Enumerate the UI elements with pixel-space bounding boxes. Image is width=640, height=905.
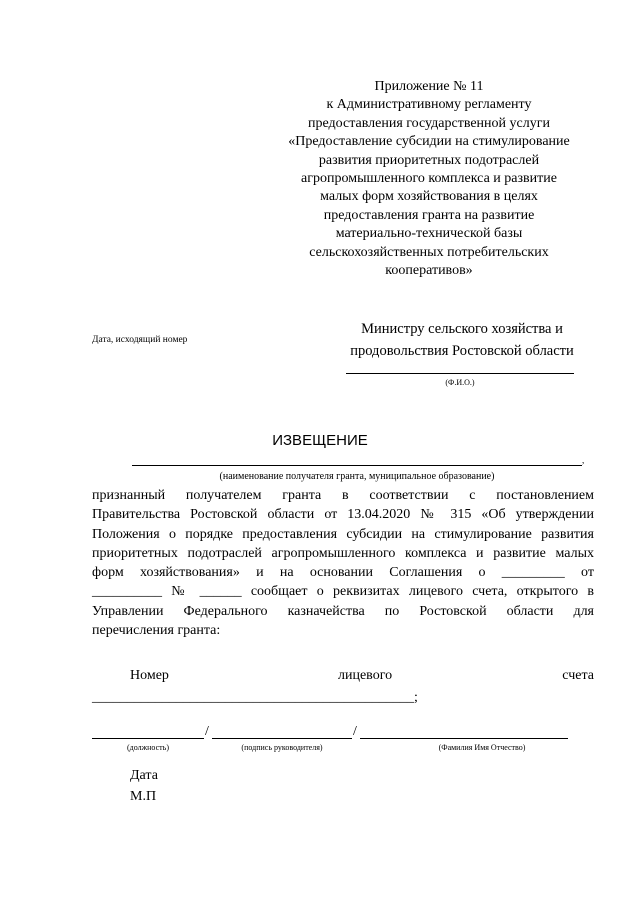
footer-date-label: Дата bbox=[130, 768, 158, 783]
account-word: лицевого bbox=[338, 668, 393, 683]
appendix-line: материально-технической базы bbox=[335, 226, 523, 242]
body-line: приоритетных подотраслей агропромышленного комплекса и развитие малых bbox=[92, 545, 594, 561]
recipient-fill-line bbox=[132, 465, 582, 466]
appendix-line: предоставления гранта на развитие bbox=[323, 207, 535, 223]
body-line: __________ № ______ сообщает о реквизитах лицевого счета, открытого в bbox=[92, 584, 594, 600]
account-number-label bbox=[130, 666, 594, 685]
appendix-line: «Предоставление субсидии на стимулирование bbox=[288, 134, 570, 150]
body-line: форм хозяйствования» и на основании Соглашения о _________ от bbox=[92, 565, 594, 581]
position-fill-line bbox=[92, 738, 204, 739]
addressee-block bbox=[340, 318, 584, 362]
fio-caption: (Ф.И.О.) bbox=[445, 378, 475, 387]
appendix-line: малых форм хозяйствования в целях bbox=[320, 189, 538, 205]
signature-block bbox=[92, 724, 572, 764]
full-name-fill-line bbox=[360, 738, 568, 739]
notice-body bbox=[92, 486, 594, 640]
signature-separator: / bbox=[353, 724, 357, 739]
position-caption: (должность) bbox=[127, 743, 169, 752]
signature-caption: (подпись руководителя) bbox=[241, 743, 323, 752]
recipient-caption: (наименование получателя гранта, муниципальное образование) bbox=[219, 471, 495, 482]
addressee-line: продовольствия Ростовской области bbox=[350, 343, 574, 359]
appendix-line: к Административному регламенту bbox=[326, 97, 532, 113]
appendix-line: кооперативов» bbox=[385, 263, 473, 279]
account-word: счета bbox=[562, 668, 594, 683]
body-line: Управлении Федерального казначейства по Ростовской области для bbox=[92, 603, 594, 619]
appendix-line: развития приоритетных подотраслей bbox=[318, 152, 540, 168]
body-line: признанный получателем гранта в соответствии с постановлением bbox=[92, 488, 594, 503]
signature-fill-line bbox=[212, 738, 352, 739]
appendix-line: агропромышленного комплекса и развитие bbox=[301, 171, 557, 187]
recipient-line-comma: , bbox=[582, 455, 585, 465]
fio-fill-line bbox=[346, 373, 574, 374]
signature-separator: / bbox=[205, 724, 209, 739]
appendix-line: сельскохозяйственных потребительских bbox=[309, 244, 549, 260]
body-line: Положения о порядке предоставления субсидии на стимулирование развития bbox=[92, 526, 594, 542]
account-word: Номер bbox=[130, 668, 169, 683]
date-outgoing-number-label: Дата, исходящий номер bbox=[92, 335, 188, 345]
notice-title: ИЗВЕЩЕНИЕ bbox=[272, 432, 368, 449]
addressee-line: Министру сельского хозяйства и bbox=[361, 321, 563, 337]
appendix-line: предоставления государственной услуги bbox=[308, 115, 550, 131]
stamp-place-label: М.П bbox=[130, 789, 157, 804]
appendix-line: Приложение № 11 bbox=[374, 79, 484, 94]
account-number-blank: ______________________________________________; bbox=[92, 690, 418, 705]
full-name-caption: (Фамилия Имя Отчество) bbox=[438, 743, 526, 752]
body-line: перечисления гранта: bbox=[92, 623, 221, 639]
body-line: Правительства Ростовской области от 13.04.2020 № 315 «Об утверждении bbox=[92, 507, 594, 523]
appendix-header bbox=[268, 78, 590, 280]
